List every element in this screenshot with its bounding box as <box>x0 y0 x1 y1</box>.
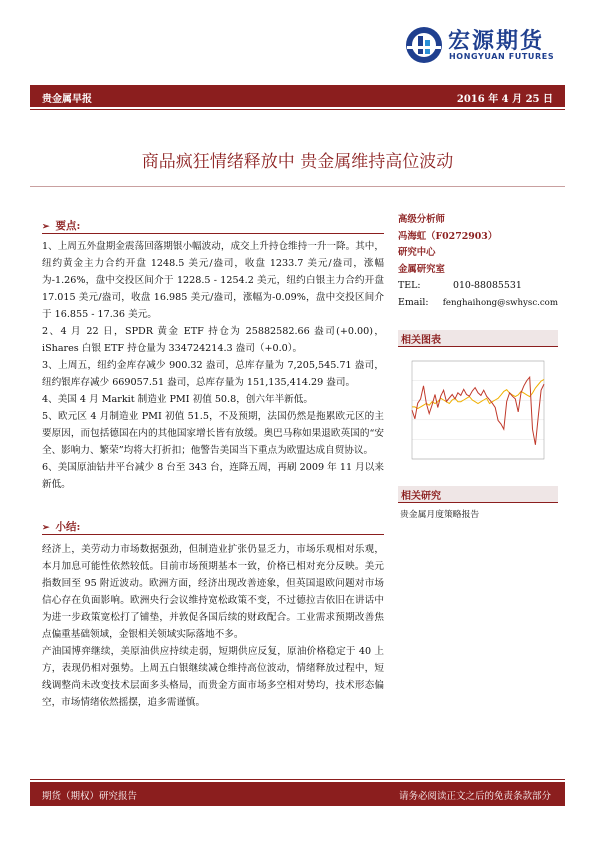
title-rule <box>30 186 565 187</box>
key-point: 2、4 月 22 日，SPDR 黄金 ETF 持仓为 25882582.66 盎司(+0.00)，iShares 白银 ETF 持仓量为 334724214.3 盎司（+0.0）。 <box>42 326 384 354</box>
header-bar <box>30 85 565 107</box>
report-date: 2016 年 4 月 25 日 <box>456 94 553 105</box>
key-point: 5、欧元区 4 月制造业 PMI 初值 51.5，不及预期，法国仍然是拖累欧元区的主要原因，而包括德国在内的其他国家增长皆有放缓。奥巴马称如果退欧英国的“安全、影响力、繁荣”均将大打折扣；他警告美国当下重点为欧盟达成自贸协议。 <box>42 411 384 456</box>
analyst-dept: 研究中心 <box>398 247 436 258</box>
summary-rule <box>42 534 384 535</box>
related-research-heading: 相关研究 <box>398 486 558 503</box>
page-title: 商品疯狂情绪释放中 贵金属维持高位波动 <box>141 152 454 172</box>
analyst-team: 金属研究室 <box>398 263 445 275</box>
arrow-icon: ➢ <box>42 523 50 533</box>
footer-rule <box>30 779 565 780</box>
key-points-list <box>42 238 384 493</box>
summary-heading: ➢ 小结: <box>42 521 81 533</box>
analyst-block <box>398 212 558 311</box>
analyst-name: 冯海虹（F0272903） <box>398 230 498 242</box>
logo-text: 宏源期货 <box>448 29 545 54</box>
footer-bar <box>30 782 565 806</box>
summary-paragraph: 经济上，美劳动力市场数据强劲，但制造业扩张仍显乏力，市场乐观相对乐观，本月加息可能性依然较低。目前市场预期基本一致，价格已相对充分反映。美元指数回至 95 附近波动。欧洲方面，经济出现改善迹象，但英国退欧问题对市场信心存在负面影响。欧洲央行会议维持宽松政策不变，不过德拉吉依旧在讲话中为进一步政策宽松打了铺垫，并敦促各国后续的财政配合。工业需求预期改善焦点偏重基础领域，金银相关领域实际落地不多。 <box>42 544 384 640</box>
analyst-tel: TEL: 010-88085531 <box>398 280 522 291</box>
logo-mark-icon <box>405 26 443 64</box>
summary-paragraph: 产油国博弈继续，美原油供应持续走弱，短期供应反复，原油价格稳定于 40 上方，表现仍相对强势。上周五白银继续减仓维持高位波动，情绪释放过程中，短线调整尚未改变技术层面多头格局，而贵金方面市场多空相对势均，技术形态偏空，市场情绪依然摇摆，追多需谨慎。 <box>42 646 384 708</box>
key-point: 3、上周五，纽约金库存减少 900.32 盎司，总库存量为 7,205,545.71 盎司，纽约银库存减少 669057.51 盎司，总库存量为 151,135,414.29 盎司。 <box>42 360 384 388</box>
summary-body <box>42 541 384 711</box>
key-points-rule <box>42 233 384 234</box>
analyst-email: Email: fenghaihong@swhysc.com <box>398 296 558 308</box>
report-name: 贵金属早报 <box>42 94 92 105</box>
key-point: 1、上周五外盘期金震荡回落期银小幅波动，成交上升持仓维持一升一降。其中，纽约黄金主力合约开盘 1248.5 美元/盎司，收盘 1233.7 美元/盎司，涨幅为-1.26%，盘中交投区间介于 1228.5 - 1254.2 美元，纽约白银主力合约开盘 17.015 美元/盎司，收盘 16.985 美元/盎司，涨幅为-0.09%，盘中交投区间介于 16.855 - 17.36 美元。 <box>42 241 384 320</box>
footer-left: 期货（期权）研究报告 <box>42 791 138 802</box>
related-chart <box>398 351 558 469</box>
key-point: 6、美国原油钻井平台减少 8 台至 343 台，连降五周，再刷 2009 年 11 月以来新低。 <box>42 462 384 490</box>
key-point: 4、美国 4 月 Markit 制造业 PMI 初值 50.8，创六年半新低。 <box>42 394 313 405</box>
analyst-title: 高级分析师 <box>398 214 445 225</box>
related-chart-heading: 相关图表 <box>398 330 558 347</box>
arrow-icon: ➢ <box>42 222 50 232</box>
footer-right: 请务必阅读正文之后的免责条款部分 <box>398 791 551 802</box>
related-research-item[interactable]: 贵金属月度策略报告 <box>400 510 480 520</box>
logo-subtext: HONGYUAN FUTURES <box>449 52 555 61</box>
header-rule <box>30 109 565 110</box>
key-points-heading: ➢ 要点: <box>42 220 81 232</box>
